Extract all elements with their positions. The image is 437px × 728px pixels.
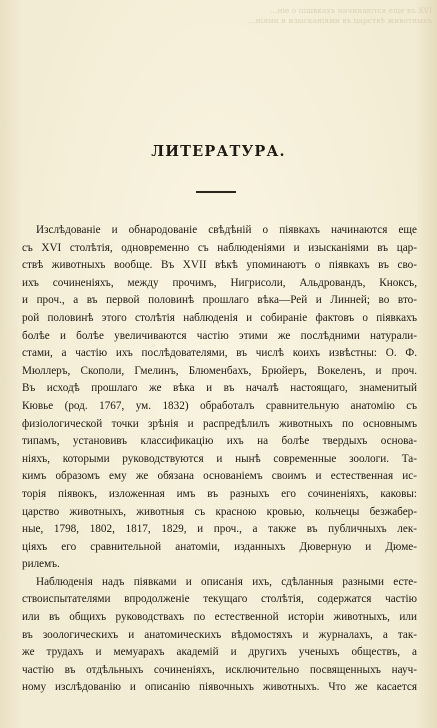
page-title: ЛИТЕРАТУРА.	[151, 143, 286, 160]
text-line: типамъ, установивъ классификацію ихъ на болѣе твердыхъ основа-	[22, 435, 417, 448]
text-line: торія піявокъ, изложенная имъ въ разныхъ его сочиненіяхъ, каковы:	[22, 487, 417, 500]
text-line: въ зоологическихъ и анатомическихъ вѣдомостяхъ и журналахъ, а так-	[22, 628, 417, 641]
text-line: ствѣ животныхъ вообще. Въ XVII вѣкѣ упоминаютъ о піявкахъ въ сво-	[22, 259, 417, 272]
text-line: Мюллеръ, Скополи, Гмелинъ, Блюменбахъ, Брюйеръ, Вокеленъ, и проч.	[22, 364, 417, 377]
paragraph-1	[22, 222, 417, 574]
body-text	[22, 222, 417, 697]
text-line: Изслѣдованіе и обнародованіе свѣдѣній о піявкахъ начинаются еще	[36, 224, 417, 236]
text-line: съ XVI столѣтія, одновременно съ наблюденіями и изысканіями въ цар-	[22, 241, 417, 254]
text-line: Въ исходѣ прошлаго же вѣка и въ началѣ настоящаго, знаменитый	[22, 382, 417, 395]
text-line: рой половинѣ этого столѣтія наблюденія и собираніе фактовъ о піявкахъ	[22, 311, 417, 324]
text-line: рилемъ.	[22, 558, 60, 571]
text-line: царство животныхъ, животныя съ красною кровью, кольчецы безжабер-	[22, 505, 417, 518]
text-line: ихъ сочиненіяхъ, между прочимъ, Нигрисоли, Альдровандъ, Кноксъ,	[22, 276, 417, 289]
title-rule	[196, 191, 236, 193]
bleed-line: …ніями и изысканіями въ царствѣ животныхъ	[248, 16, 432, 25]
text-line: частію въ отдѣльныхъ сочиненіяхъ, исключительно посвященныхъ науч-	[22, 663, 417, 676]
text-line: стами, а частію ихъ послѣдователями, въ числѣ коихъ извѣстны: О. Ф.	[22, 347, 417, 360]
text-line: Кювье (род. 1767, ум. 1832) обработалъ сравнительную анатомію съ	[22, 399, 417, 412]
text-line: ціяхъ его сравнительной анатоміи, изданныхъ Дюверную и Дюме-	[22, 540, 417, 553]
text-line: ному изслѣдованію и описанію піявочныхъ животныхъ. Что же касается	[22, 681, 417, 694]
text-line: болѣе и болѣе увеличиваются частію этими же послѣдними натурали-	[22, 329, 417, 342]
text-line: или въ общихъ руководствахъ по естественной исторіи животныхъ, или	[22, 611, 417, 624]
text-line: физіологической точки зрѣнія и распредѣлилъ животныхъ по основнымъ	[22, 417, 417, 430]
bleed-through-text	[170, 6, 432, 26]
text-line: ніяхъ, которыми руководствуются и нынѣ современные зоологи. Та-	[22, 452, 417, 465]
text-line: ные, 1798, 1802, 1817, 1829, и проч., а также въ публичныхъ лек-	[22, 523, 417, 536]
text-line: кимъ образомъ ему же обязана основаніемъ своимъ и естественная ис-	[22, 470, 417, 483]
text-line: Наблюденія надъ піявками и описанія ихъ, сдѣланныя разными есте-	[36, 575, 417, 588]
text-line: ствоиспытателями впродолженіе текущаго столѣтія, содержатся частію	[22, 593, 417, 606]
bleed-line: …ніе о пішвкахъ начинаются еще въ XVI	[270, 6, 432, 15]
paragraph-2	[22, 574, 417, 697]
text-line: же трудахъ и мемуарахъ академій и другихъ ученыхъ обществъ, а	[22, 646, 417, 659]
text-line: и проч., а въ первой половинѣ прошлаго вѣка—Рей и Линней; во вто-	[22, 294, 417, 307]
